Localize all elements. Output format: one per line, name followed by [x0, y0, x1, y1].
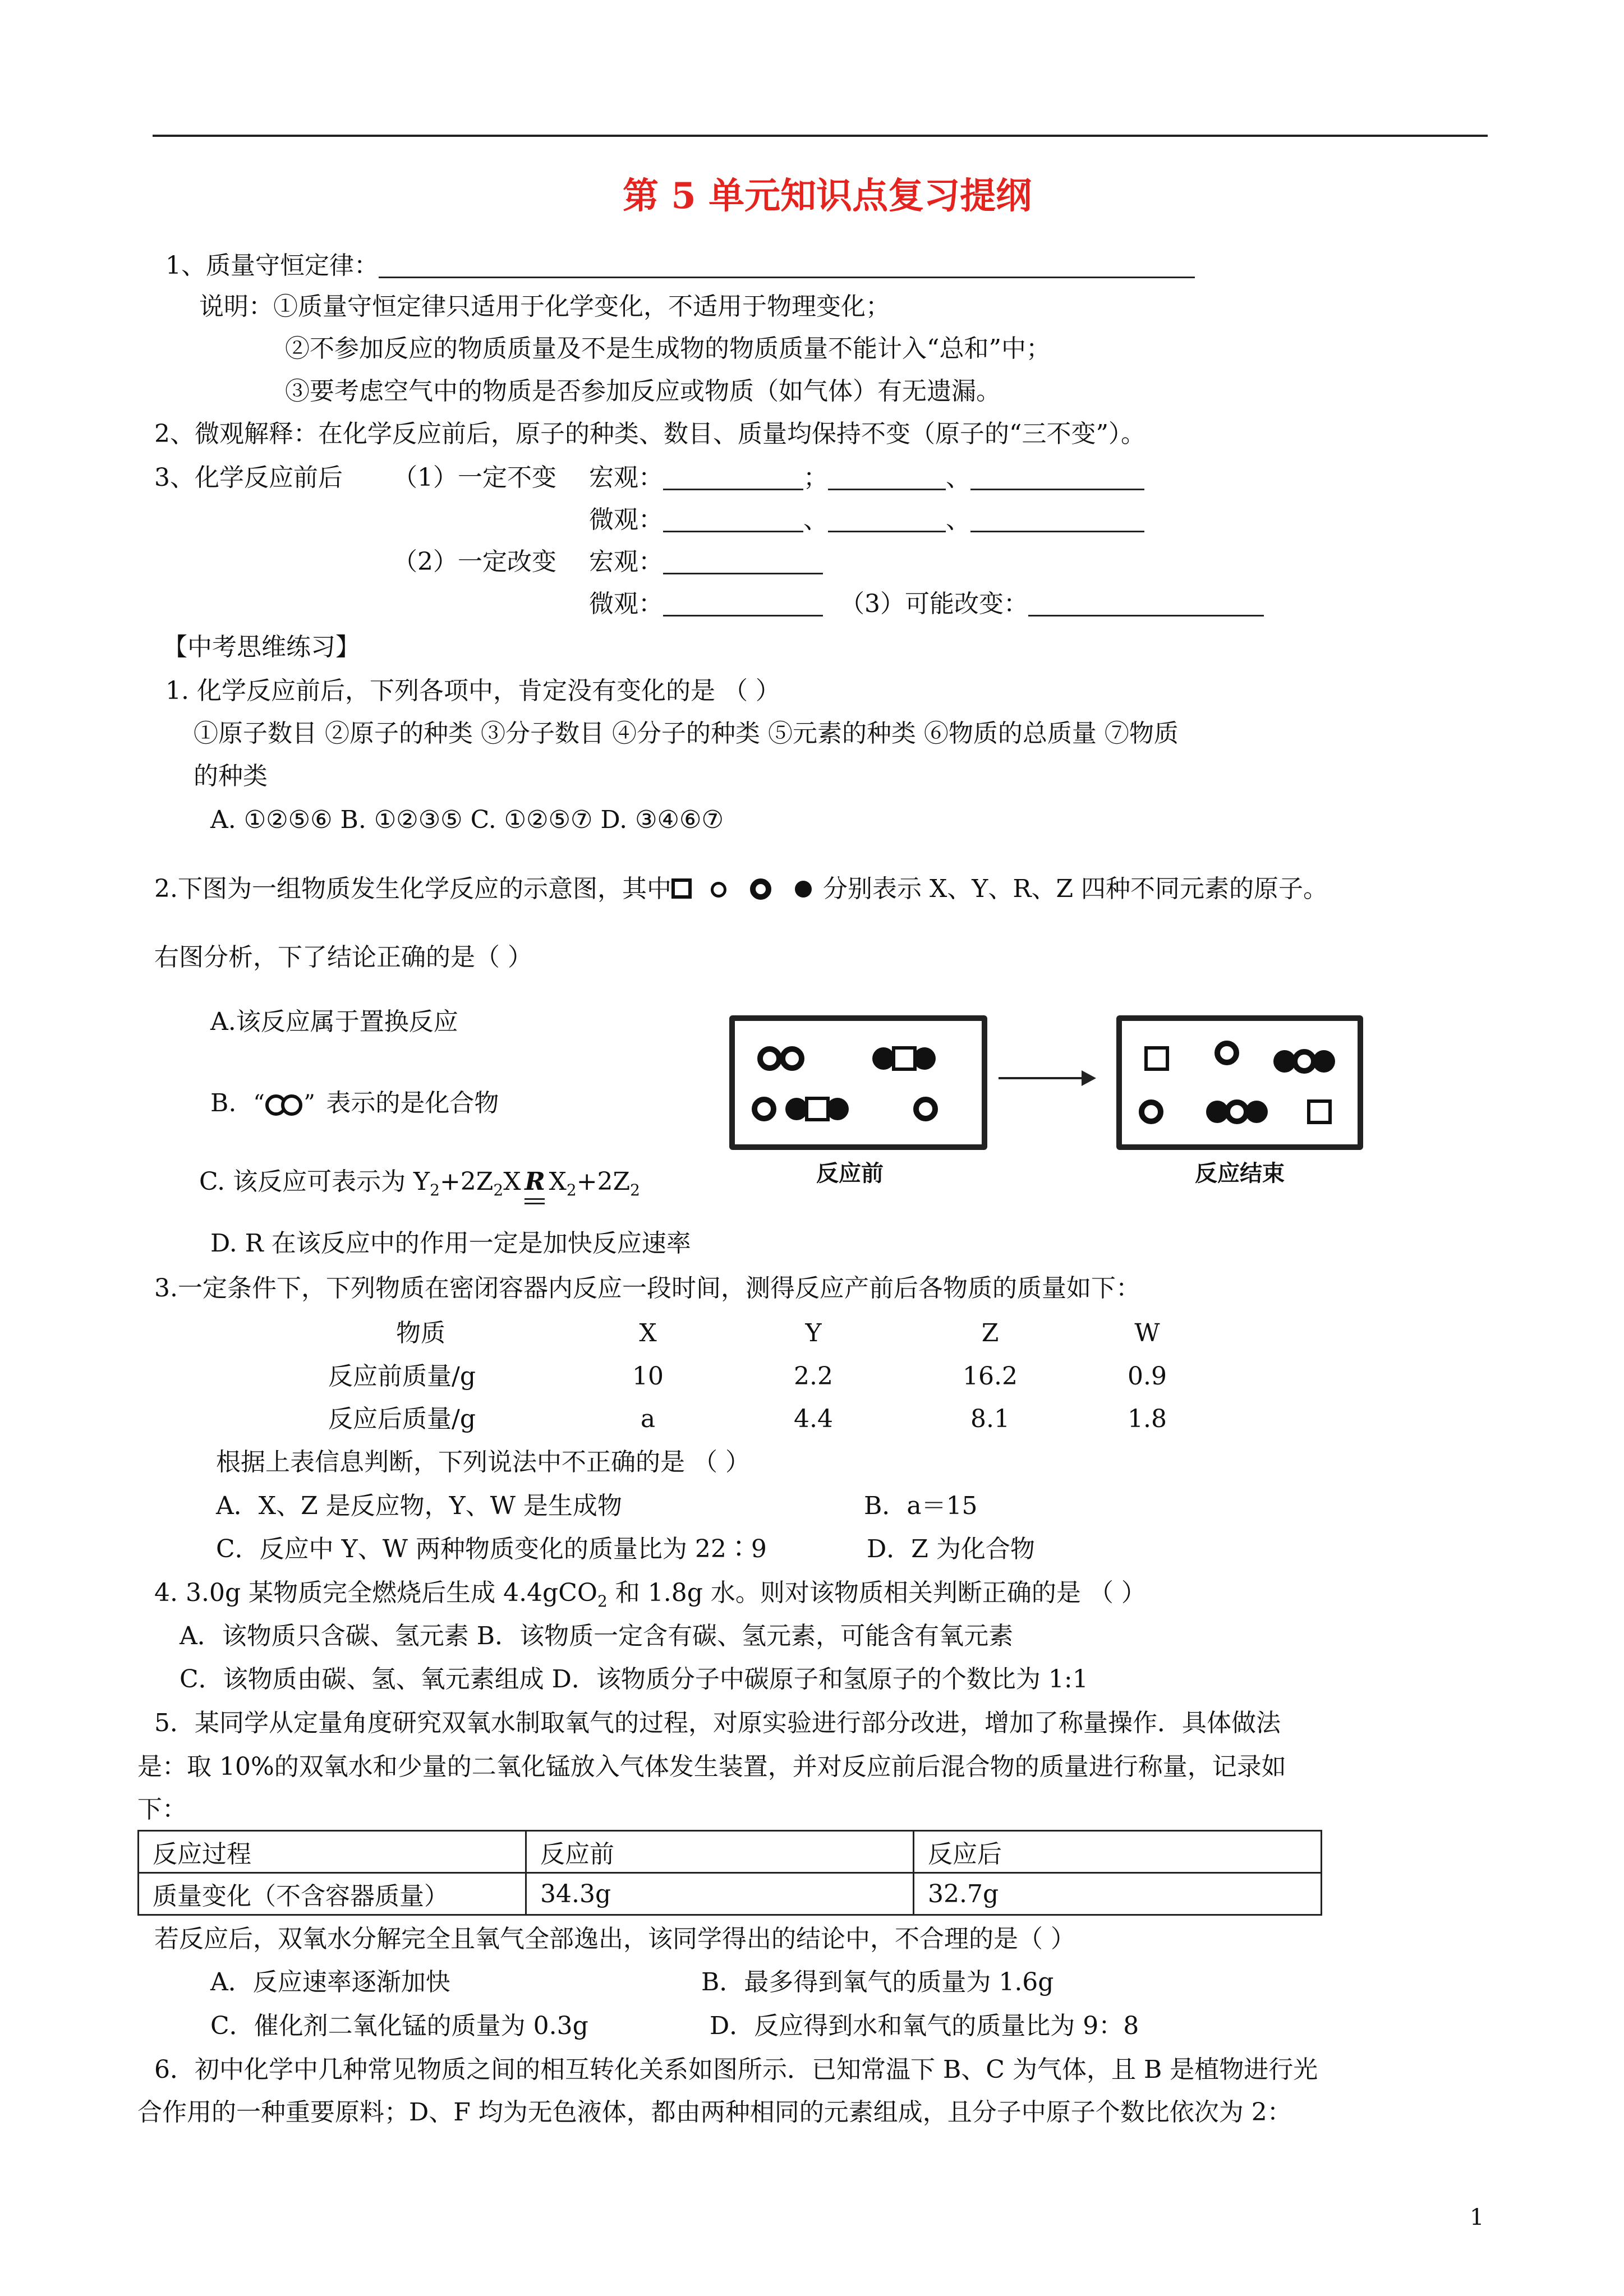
- blank-micro-1c: [970, 508, 1144, 532]
- q3-r2c3: 8.1: [970, 1405, 1010, 1433]
- sep: 、: [946, 463, 970, 492]
- sub: 2: [430, 1180, 440, 1199]
- s1-blank: [379, 254, 1195, 278]
- q5-option-a: A．反应速率逐渐加快: [210, 1968, 450, 1996]
- s3-line-1: [154, 463, 343, 492]
- q5-option-b: B．最多得到氧气的质量为 1.6g: [701, 1968, 1054, 1996]
- sub: 2: [597, 1591, 608, 1611]
- atom-legend: [671, 878, 823, 903]
- square-atom-icon: [671, 878, 692, 899]
- filled-atom-icon: [1313, 1050, 1335, 1073]
- square-atom-icon: [1307, 1099, 1332, 1124]
- s3-micro-1: [589, 505, 1144, 534]
- table-cell: 34.3g: [526, 1873, 914, 1915]
- blank-macro-1c: [970, 466, 1144, 490]
- table-cell: 32.7g: [914, 1873, 1322, 1915]
- sep: 、: [803, 505, 828, 534]
- q3-h0: 物质: [396, 1319, 445, 1347]
- filled-atom-icon: [795, 881, 812, 898]
- q2-c-end2: +2Z: [576, 1167, 631, 1196]
- q3-h2: Y: [805, 1319, 822, 1347]
- s1-note-2: ②不参加反应的物质质量及不是生成物的物质质量不能计入“总和”中；: [285, 334, 1051, 363]
- q3-r2c4: 1.8: [1128, 1405, 1167, 1433]
- filled-atom-icon: [913, 1047, 936, 1070]
- q3-h4: W: [1134, 1319, 1160, 1347]
- q5-ask: 若反应后，双氧水分解完全且氧气全部逸出，该同学得出的结论中，不合理的是（ ）: [154, 1925, 1075, 1953]
- circle-atom-icon: [757, 1046, 782, 1071]
- table-cell: 反应后: [914, 1831, 1322, 1873]
- reaction-arrowhead: [1082, 1070, 1096, 1086]
- q1-options: A. ①②⑤⑥ B. ①②③⑤ C. ①②⑤⑦ D. ③④⑥⑦: [210, 806, 724, 834]
- sub: 2: [493, 1180, 504, 1199]
- q4-stem: [154, 1581, 1146, 1609]
- q2-option-a: A.该反应属于置换反应: [210, 1007, 458, 1036]
- table-row: [139, 1873, 1322, 1915]
- q2-c-x: X: [503, 1167, 521, 1196]
- practice-heading: 【中考思维练习】: [163, 633, 360, 661]
- s1-note-3: ③要考虑空气中的物质是否参加反应或物质（如气体）有无遗漏。: [285, 377, 1001, 406]
- q4-stem-b: 和 1.8g 水。则对该物质相关判断正确的是 （ ）: [607, 1579, 1146, 1607]
- s3-c2: （2）一定改变: [393, 547, 556, 576]
- blank-possible: [1028, 592, 1264, 616]
- catalyst-r-letter: R: [525, 1167, 545, 1196]
- page-number: 1: [1470, 2205, 1484, 2230]
- catalyst-r: [521, 1167, 549, 1196]
- label-after: 反应结束: [1195, 1160, 1285, 1186]
- q2-stem-2: 右图分析，下了结论正确的是（ ）: [154, 943, 532, 972]
- q3-option-b: B．a＝15: [864, 1492, 978, 1520]
- q3-r2c2: 4.4: [794, 1405, 833, 1433]
- q3-option-d: D．Z 为化合物: [867, 1535, 1035, 1563]
- small-circle-atom-icon: [711, 882, 726, 898]
- macro-label: 宏观：: [589, 463, 663, 492]
- q5-option-d: D．反应得到水和氧气的质量比为 9：8: [710, 2012, 1139, 2040]
- filled-atom-icon: [872, 1047, 895, 1070]
- table-cell: 质量变化（不含容器质量）: [139, 1873, 526, 1915]
- s3-micro-2: [589, 592, 1264, 616]
- q3-r2c0: 反应后质量/g: [328, 1405, 476, 1433]
- filled-atom-icon: [826, 1098, 849, 1120]
- q5-table: [137, 1830, 1322, 1916]
- q3-r1c1: 10: [632, 1362, 664, 1391]
- q1-items-1: ①原子数目 ②原子的种类 ③分子数目 ④分子的种类 ⑤元素的种类 ⑥物质的总质量 ⑦物质: [194, 719, 1179, 748]
- q2-stem-b: 分别表示 X、Y、R、Z 四种不同元素的原子。: [822, 875, 1328, 903]
- q5-line-1: 5．某同学从定量角度研究双氧水制取氧气的过程，对原实验进行部分改进，增加了称量操作．具体做法: [154, 1709, 1281, 1737]
- s2-label: 2、微观解释：: [154, 420, 318, 448]
- q3-ask: 根据上表信息判断，下列说法中不正确的是 （ ）: [216, 1448, 750, 1476]
- q1-items-2: 的种类: [194, 762, 268, 790]
- q2-stem-a: 2.下图为一组物质发生化学反应的示意图，其中: [154, 875, 671, 903]
- s3-label: 3、化学反应前后: [154, 463, 343, 492]
- label-before: 反应前: [816, 1160, 884, 1186]
- sep: 、: [946, 505, 970, 534]
- s2-line: [154, 422, 1145, 447]
- before-panel: [729, 1015, 987, 1150]
- q2-c-pre: C. 该反应可表示为 Y: [199, 1167, 430, 1196]
- table-cell: 反应过程: [139, 1831, 526, 1873]
- micro-label: 微观：: [589, 505, 663, 534]
- s3-macro-2: [589, 547, 823, 576]
- blank-macro-1a: [663, 466, 803, 490]
- q2-option-b: [210, 1091, 499, 1118]
- filled-atom-icon: [1245, 1101, 1268, 1123]
- q5-option-c: C．催化剂二氧化锰的质量为 0.3g: [210, 2012, 588, 2040]
- q4-options-cd: C．该物质由碳、氢、氧元素组成 D．该物质分子中碳原子和氢原子的个数比为 1:1: [180, 1665, 1088, 1694]
- blank-macro-1b: [828, 466, 946, 490]
- s2-text: 在化学反应前后，原子的种类、数目、质量均保持不变（原子的“三不变”）。: [318, 420, 1145, 448]
- s3-c3: （3）可能改变：: [840, 590, 1028, 618]
- table-row: [139, 1831, 1322, 1873]
- q3-h3: Z: [981, 1319, 999, 1347]
- q2-b-post: 表示的是化合物: [326, 1089, 499, 1117]
- q6-line-2: 合作用的一种重要原料；D、F 均为无色液体，都由两种相同的元素组成，且分子中原子个数比依次为 2：: [137, 2098, 1292, 2127]
- q5-line-2: 是：取 10%的双氧水和少量的二氧化锰放入气体发生装置，并对反应前后混合物的质量进行称量，记录如: [137, 1752, 1286, 1781]
- macro-label: 宏观：: [589, 547, 663, 576]
- sep: ；: [803, 463, 828, 492]
- s1-explain-label: 说明：: [199, 292, 273, 321]
- q3-r1c3: 16.2: [963, 1362, 1018, 1391]
- micro-label: 微观：: [589, 590, 663, 618]
- sub: 2: [566, 1180, 577, 1199]
- q2-option-c: [199, 1167, 640, 1199]
- circle-atom-icon: [1214, 1041, 1239, 1065]
- circle-atom-icon: [780, 1046, 804, 1071]
- s1-explain: [199, 292, 890, 321]
- filled-atom-icon: [785, 1098, 808, 1120]
- q3-h1: X: [639, 1319, 657, 1347]
- q5-line-3: 下：: [137, 1795, 187, 1824]
- table-cell: 反应前: [526, 1831, 914, 1873]
- q4-stem-a: 4. 3.0g 某物质完全燃烧后生成 4.4gCO: [154, 1579, 597, 1607]
- q3-option-c: C．反应中 Y、W 两种物质变化的质量比为 22∶9: [216, 1535, 767, 1563]
- two-circle-molecule-icon: “ ”: [253, 1090, 315, 1116]
- page-title: 第 5 单元知识点复习提纲: [623, 175, 1032, 217]
- s3-c1: （1）一定不变: [393, 463, 556, 492]
- q1-stem: 1. 化学反应前后，下列各项中，肯定没有变化的是 （ ）: [165, 677, 780, 705]
- s1-label: 1、质量守恒定律：: [165, 251, 379, 280]
- sub: 2: [630, 1180, 640, 1199]
- blank-micro-1a: [663, 508, 803, 532]
- after-panel: [1116, 1015, 1363, 1150]
- q2-c-mid: +2Z: [439, 1167, 494, 1196]
- q3-option-a: A．X、Z 是反应物，Y、W 是生成物: [216, 1492, 622, 1520]
- bold-circle-atom-icon: [750, 878, 771, 900]
- q2-option-d: D. R 在该反应中的作用一定是加快反应速率: [210, 1229, 691, 1258]
- q2-b-pre: B.: [210, 1089, 237, 1117]
- q2-c-end: X: [549, 1167, 567, 1196]
- q3-r1c2: 2.2: [794, 1362, 833, 1391]
- header-rule: [153, 135, 1488, 137]
- s1-note-1: ①质量守恒定律只适用于化学变化，不适用于物理变化；: [273, 292, 890, 321]
- q6-line-1: 6．初中化学中几种常见物质之间的相互转化关系如图所示．已知常温下 B、C 为气体，且 B 是植物进行光: [154, 2055, 1318, 2084]
- blank-micro-2: [663, 592, 823, 616]
- circle-atom-icon: [752, 1097, 776, 1121]
- q3-stem: 3.一定条件下，下列物质在密闭容器内反应一段时间，测得反应产前后各物质的质量如下：: [154, 1274, 1140, 1303]
- q2-stem-1: [154, 877, 1328, 903]
- circle-atom-icon: [1139, 1099, 1163, 1124]
- circle-atom-icon: [913, 1097, 938, 1121]
- q4-options-ab: A．该物质只含碳、氢元素 B．该物质一定含有碳、氢元素，可能含有氧元素: [180, 1622, 1014, 1650]
- blank-micro-1b: [828, 508, 946, 532]
- q3-r2c1: a: [640, 1405, 656, 1433]
- s3-macro-1: [589, 463, 1144, 492]
- q3-r1c4: 0.9: [1128, 1362, 1167, 1391]
- square-atom-icon: [1144, 1046, 1169, 1071]
- s1-label-line: [165, 251, 1195, 280]
- q3-r1c0: 反应前质量/g: [328, 1362, 476, 1391]
- blank-macro-2: [663, 550, 823, 574]
- reaction-arrow: [999, 1077, 1083, 1079]
